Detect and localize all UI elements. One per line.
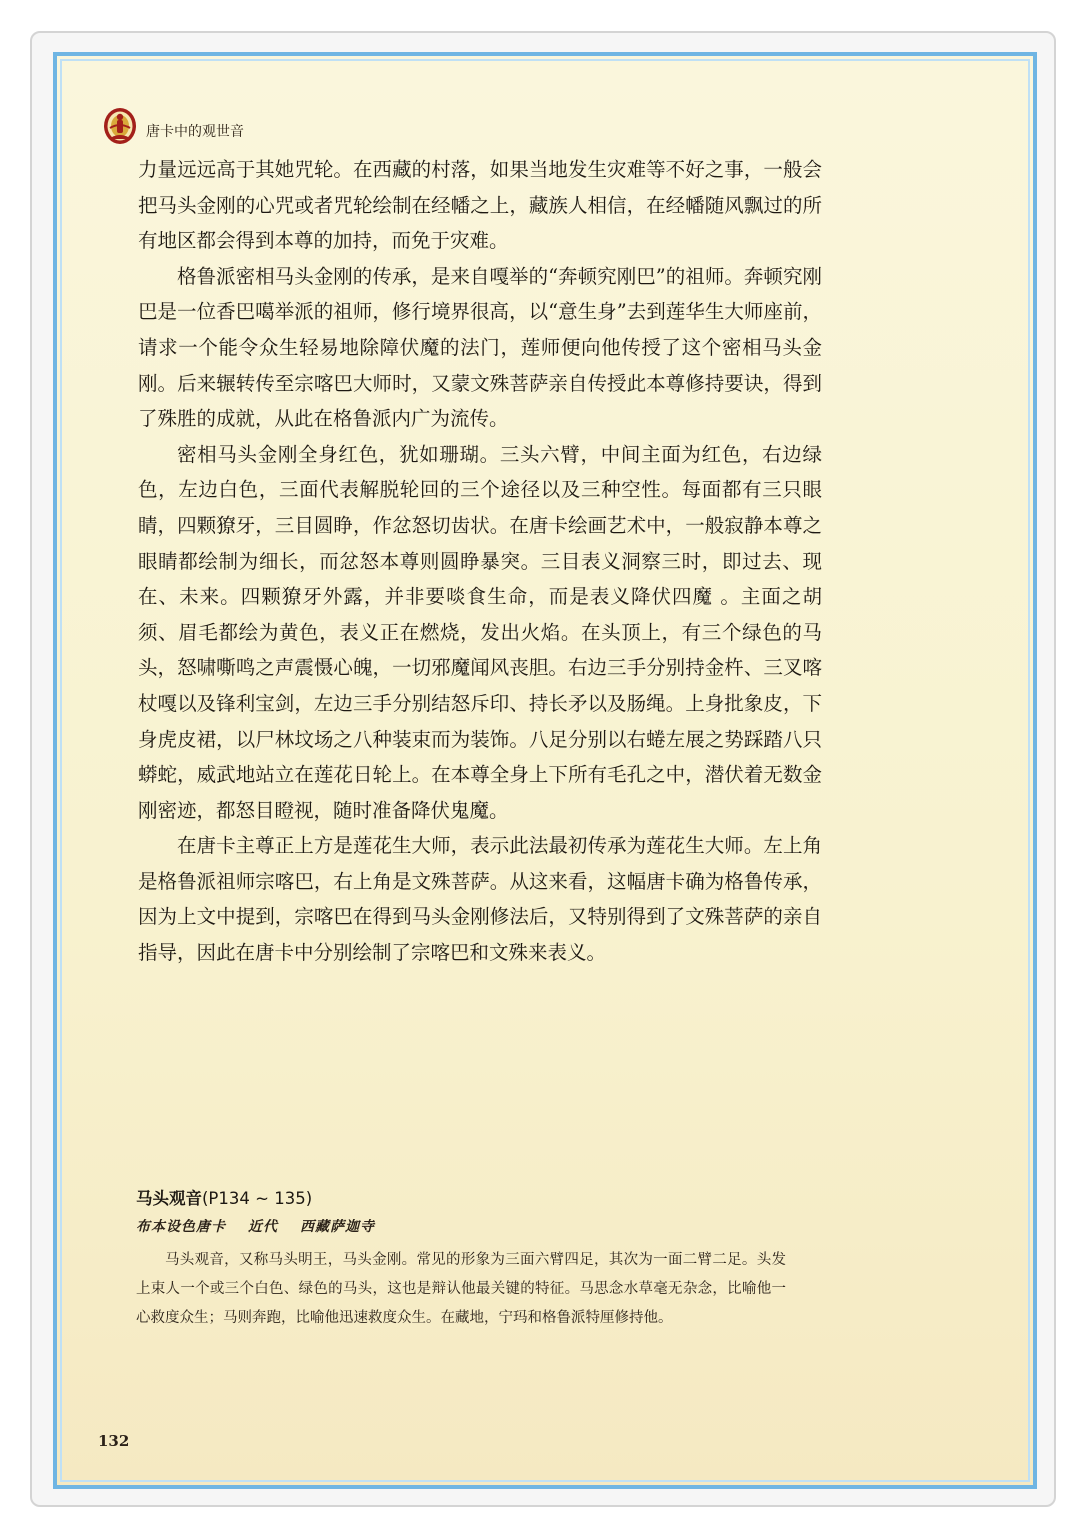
caption-meta [136,1216,786,1236]
caption-medium: 布本设色唐卡 [136,1219,226,1235]
figure-caption [136,1185,786,1333]
paragraph: 在唐卡主尊正上方是莲花生大师，表示此法最初传承为莲花生大师。左上角是格鲁派祖师宗喀巴，右上角是文殊菩萨。从这来看，这幅唐卡确为格鲁传承，因为上文中提到，宗喀巴在得到马头金刚修法后，又特别得到了文殊菩萨的亲自指导，因此在唐卡中分别绘制了宗喀巴和文殊来表义。 [138,834,822,965]
page-number: 132 [98,1432,130,1450]
main-text [138,152,822,971]
caption-title-text: 马头观音 [136,1189,202,1208]
paragraph: 格鲁派密相马头金刚的传承，是来自嘎举的“奔顿究刚巴”的祖师。奔顿究刚巴是一位香巴噶举派的祖师，修行境界很高，以“意生身”去到莲华生大师座前，请求一个能令众生轻易地除障伏魔的法门，莲师便向他传授了这个密相马头金刚。后来辗转传至宗喀巴大师时，又蒙文殊菩萨亲自传授此本尊修持要诀，得到了殊胜的成就，从此在格鲁派内广为流传。 [138,264,822,431]
paragraph: 密相马头金刚全身红色，犹如珊瑚。三头六臂，中间主面为红色，右边绿色，左边白色，三面代表解脱轮回的三个途径以及三种空性。每面都有三只眼睛，四颗獠牙，三目圆睁，作忿怒切齿状。在唐卡绘画艺术中，一般寂静本尊之眼睛都绘制为细长，而忿怒本尊则圆睁暴突。三目表义洞察三时，即过去、现在、未来。四颗獠牙外露，并非要啖食生命，而是表义降伏四魔 。主面之胡须、眉毛都绘为黄色，表义正在燃烧，发出火焰。在头顶上，有三个绿色的马头，怒啸嘶鸣之声震慑心魄，一切邪魔闻风丧胆。右边三手分别持金杵、三叉喀杖嘎以及锋利宝剑，左边三手分别结怒斥印、持长矛以及肠绳。上身批象皮，下身虎皮裙，以尸林坟场之八种装束而为装饰。八足分别以右蜷左展之势踩踏八只蟒蛇，威武地站立在莲花日轮上。在本尊全身上下所有毛孔之中，潜伏着无数金刚密迹，都怒目瞪视，随时准备降伏鬼魔。 [138,442,822,822]
running-header-title: 唐卡中的观世音 [146,124,244,140]
caption-title [136,1185,786,1209]
paragraph: 力量远远高于其她咒轮。在西藏的村落，如果当地发生灾难等不好之事，一般会把马头金刚的心咒或者咒轮绘制在经幡之上，藏族人相信，在经幡随风飘过的所有地区都会得到本尊的加持，而免于灾难。 [138,158,822,253]
caption-description: 马头观音，又称马头明王，马头金刚。常见的形象为三面六臂四足，其次为一面二臂二足。头发上束人一个或三个白色、绿色的马头，这也是辩认他最关键的特征。马思念水草毫无杂念，比喻他一心救度众生；马则奔跑，比喻他迅速救度众生。在藏地，宁玛和格鲁派特厘修持他。 [136,1252,786,1326]
caption-period: 近代 [248,1219,278,1235]
thangka-deity-logo-icon [102,106,138,146]
caption-collection: 西藏萨迦寺 [300,1219,375,1235]
caption-page-ref: (P134 ~ 135) [202,1189,313,1208]
